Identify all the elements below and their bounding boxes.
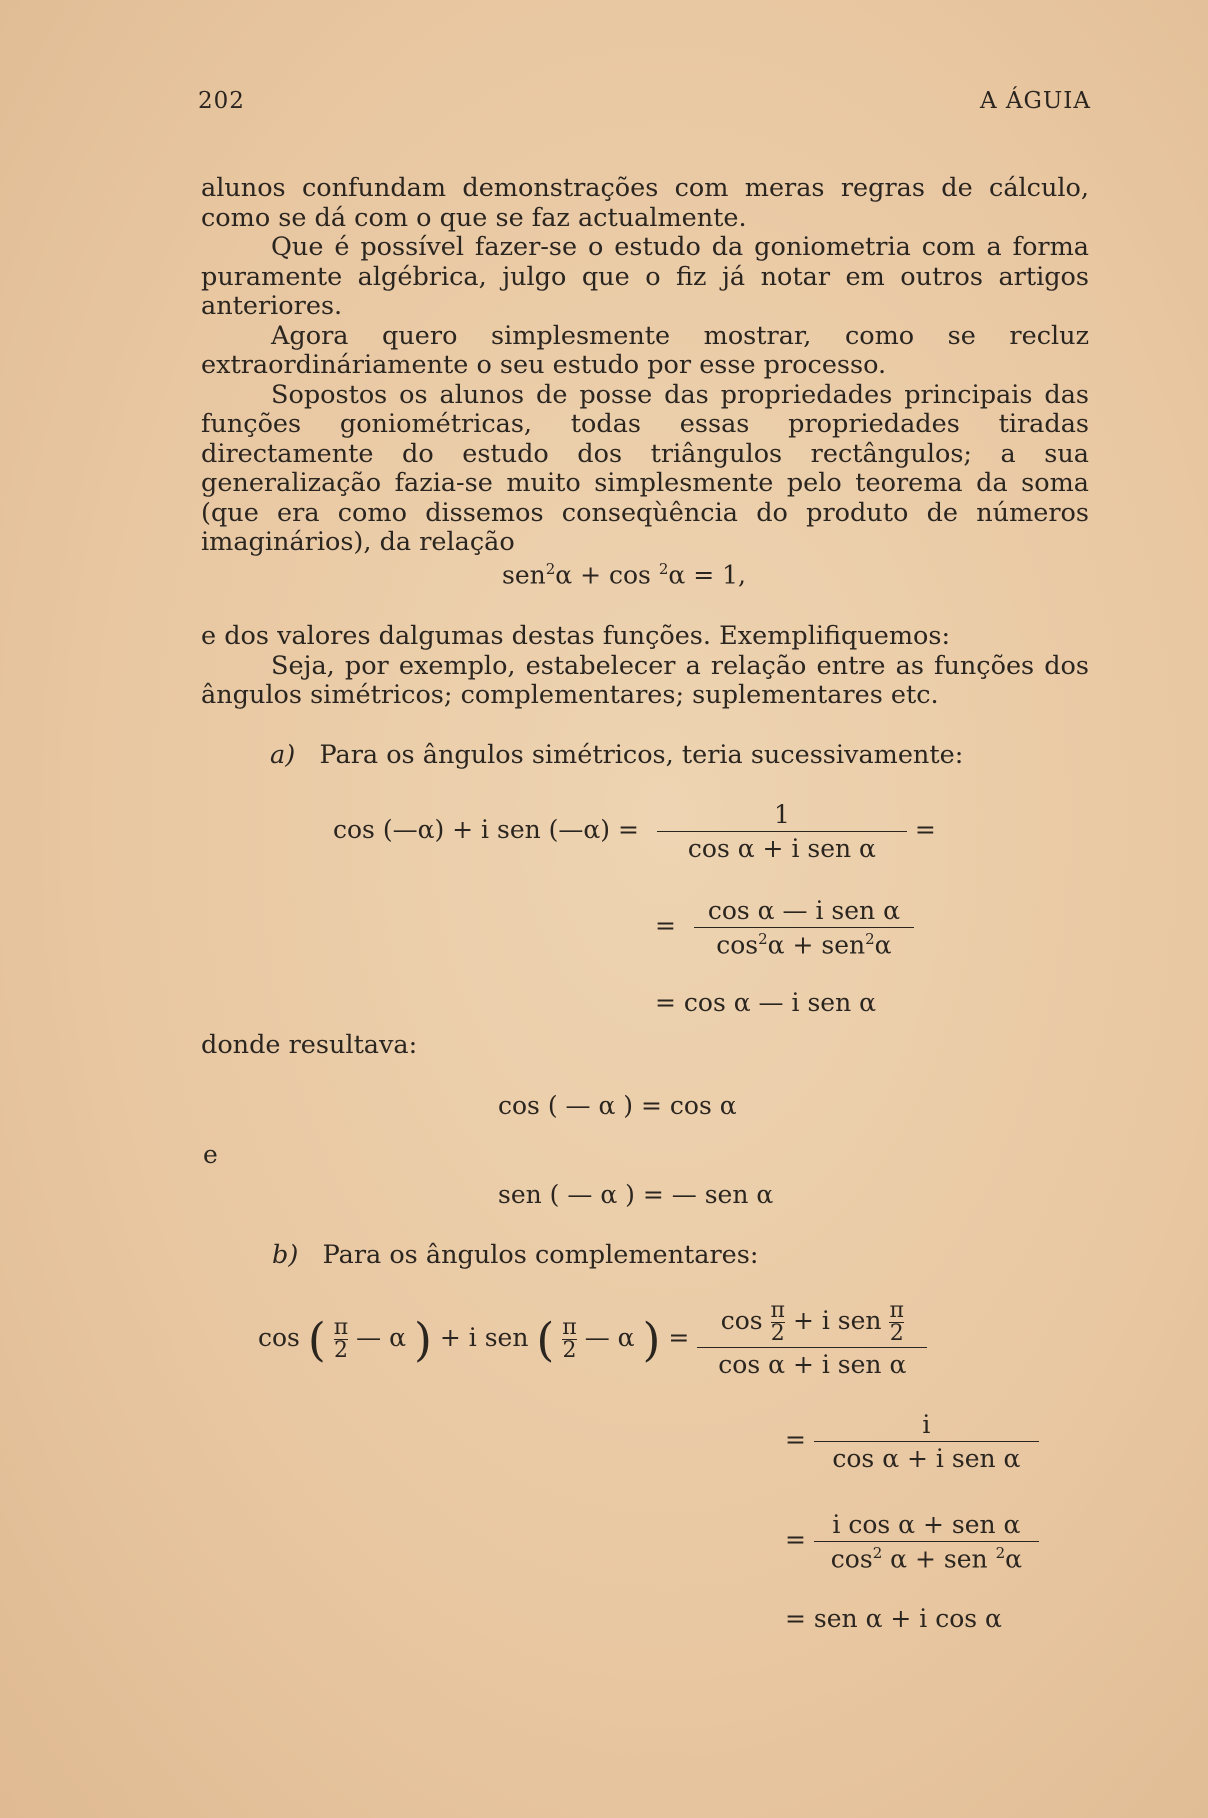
- journal-title: A ÁGUIA: [980, 88, 1091, 114]
- equation-lhs: cos (—α) + i sen (—α) =: [333, 815, 639, 844]
- cos-label: cos: [258, 1323, 300, 1352]
- denominator: cos α + i sen α: [657, 831, 907, 863]
- equals-sign: =: [785, 1525, 806, 1555]
- paragraph: Que é possível fazer-se o estudo da goniometria com a forma puramente algébrica, julgo que o fiz já notar em outros artigos anteriores.: [201, 232, 1089, 321]
- denominator: $\cos^2\alpha + sen^2\alpha$: [694, 927, 914, 959]
- equals-sign: =: [668, 1323, 690, 1352]
- pi-over-two: $\frac{\pi}{2}$: [562, 1315, 577, 1363]
- page-number: 202: [198, 88, 245, 114]
- paragraph: Seja, por exemplo, estabelecer a relação entre as funções dos ângulos simétricos; complementares; suplementares etc.: [201, 650, 1089, 710]
- section-a-heading: [270, 740, 963, 770]
- fraction: [814, 1510, 1039, 1573]
- numerator: i: [922, 1410, 931, 1439]
- section-intro: Para os ângulos complementares:: [322, 1240, 759, 1270]
- section-b-heading: [272, 1240, 758, 1270]
- paren-close: ): [413, 1312, 432, 1367]
- numerator: cos α — i sen α: [707, 896, 900, 925]
- section-label: a): [270, 740, 296, 770]
- identity-exponent: 2: [658, 560, 669, 578]
- minus-alpha: — α: [356, 1323, 407, 1352]
- paragraph: Agora quero simplesmente mostrar, como se recluz extraordináriamente o seu estudo por esse processo.: [201, 320, 1089, 380]
- paragraph: Sopostos os alunos de posse das propriedades principais das funções goniométricas, todas essas propriedades tiradas directamente do estudo dos triângulos rectângulos; a sua generalização fazia-se muito simplesmente pelo teorema da soma (que era como dissemos conseqùência do produto de números imaginários), da relação: [201, 379, 1089, 557]
- fraction: [694, 896, 914, 959]
- section-label: b): [272, 1240, 299, 1270]
- body-text-2: [201, 622, 1089, 711]
- identity-part: sen: [502, 560, 546, 590]
- paren-open: (: [536, 1312, 555, 1367]
- paren-close: ): [642, 1312, 661, 1367]
- plus-i-sen: + i sen: [439, 1323, 529, 1352]
- pi-over-two: $\frac{\pi}{2}$: [333, 1315, 349, 1363]
- equals-sign: =: [785, 1425, 806, 1454]
- identity-equation: [502, 560, 746, 589]
- fraction: [657, 800, 907, 863]
- denominator: cos α + i sen α: [697, 1347, 927, 1379]
- equals-sign: =: [914, 815, 936, 844]
- section-intro: Para os ângulos simétricos, teria sucessivamente:: [319, 740, 964, 770]
- paragraph: alunos confundam demonstrações com meras regras de cálculo, como se dá com o que se faz actualmente.: [201, 173, 1089, 233]
- fraction: [697, 1300, 927, 1379]
- equation-a3: = cos α — i sen α: [655, 988, 876, 1017]
- numerator: i cos α + sen α: [832, 1510, 1021, 1539]
- equals-sign: =: [655, 911, 676, 941]
- denominator: cos α + i sen α: [814, 1441, 1039, 1473]
- equation-b1: [258, 1300, 927, 1379]
- denominator: $\cos^2 \alpha$ + sen $^2$α: [814, 1541, 1039, 1573]
- equation-b3: [785, 1510, 1039, 1573]
- numerator: 1: [773, 800, 790, 829]
- identity-exponent: 2: [545, 560, 556, 578]
- paragraph: e dos valores dalgumas destas funções. Exemplifiquemos:: [201, 621, 951, 651]
- body-text: [201, 174, 1089, 558]
- conjunction-e: e: [203, 1140, 218, 1169]
- result-sen: sen ( — α ) = — sen α: [498, 1180, 774, 1209]
- equation-a2: [655, 896, 914, 959]
- paren-open: (: [307, 1312, 326, 1367]
- equation-b2: [785, 1410, 1039, 1473]
- donde-label: donde resultava:: [201, 1030, 418, 1060]
- result-cos: cos ( — α ) = cos α: [498, 1091, 737, 1120]
- minus-alpha: — α: [584, 1323, 635, 1352]
- fraction: [814, 1410, 1039, 1473]
- identity-part: α = 1,: [668, 560, 746, 590]
- numerator: cos $\frac{\pi}{2}$ + i sen $\frac{\pi}{2}$: [720, 1298, 904, 1346]
- equation-a1: [333, 800, 936, 863]
- identity-part: α + cos: [555, 560, 659, 590]
- equation-b4: = sen α + i cos α: [785, 1604, 1002, 1633]
